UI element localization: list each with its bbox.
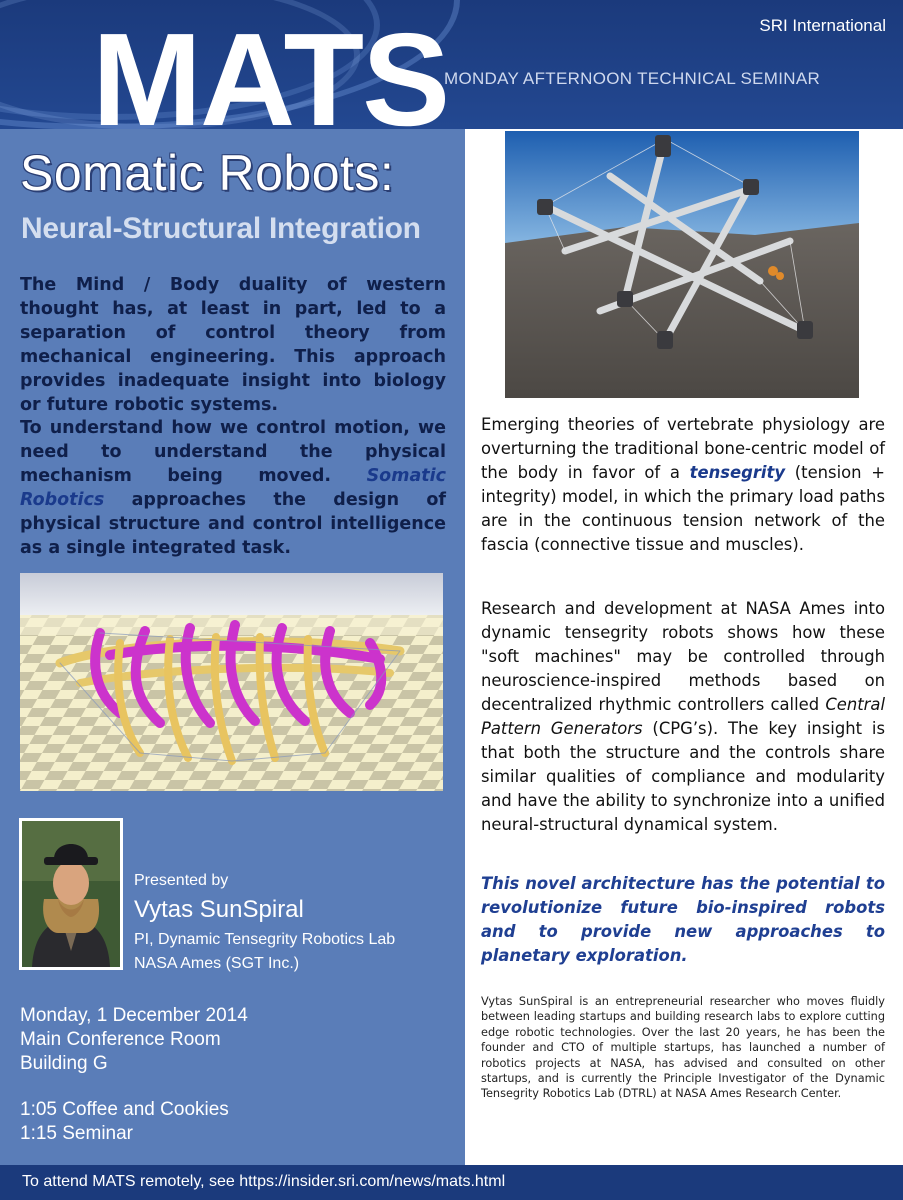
highlight-term: tensegrity [689, 463, 786, 482]
abstract-paragraph-1: The Mind / Body duality of western thought has, at least in part, led to a separation of control theory from mechanical engineering. This approach provides inadequate insight into biology or future robotic systems. [20, 275, 446, 415]
robot-graphic [505, 131, 859, 398]
speaker-org: NASA Ames (SGT Inc.) [134, 955, 300, 972]
text-run: approaches the design of physical structure and control intelligence as a single integrated task. [20, 490, 446, 558]
highlight-statement: This novel architecture has the potential to revolutionize future bio-inspired robots and to provide new approaches to planetary exploration. [481, 874, 885, 965]
highlight-term: Somatic Robotics [20, 466, 446, 510]
event-coffee-time: 1:05 Coffee and Cookies [20, 1099, 229, 1120]
event-date: Monday, 1 December 2014 [20, 1005, 248, 1026]
presented-by-label: Presented by [134, 872, 229, 889]
text-run: (tension + integrity) model, in which the primary load paths are in the continuous tension network of the fascia (connective tissue and muscles). [481, 463, 885, 554]
simulation-graphic [20, 573, 443, 791]
speaker-photo [22, 821, 120, 967]
event-room: Main Conference Room [20, 1029, 221, 1050]
speaker-bio: Vytas SunSpiral is an entrepreneurial researcher who moves fluidly between leading startups and building research labs to explore cutting edge robotic technologies. Over the last 20 years, he has been the founder and CTO of multiple startups, has launched a number of robotics projects at NASA, has advised and consulted on other startups, and is currently the Principle Investigator of the Dynamic Tensegrity Robotics Lab (DTRL) at NASA Ames Research Center. [481, 995, 885, 1101]
emphasis-term: Central Pattern Generators [481, 695, 885, 738]
speaker-name: Vytas SunSpiral [134, 896, 304, 923]
series-logo: MATS [92, 6, 449, 129]
text-run: Research and development at NASA Ames into dynamic tensegrity robots shows how these "soft machines" may be controlled through neuroscience-inspired methods based on decentralized rhythmic controllers called [481, 599, 885, 714]
text-run: Emerging theories of vertebrate physiology are overturning the traditional bone-centric model of the body in favor of a [481, 415, 885, 482]
remote-attendance-note: To attend MATS remotely, see https://insider.sri.com/news/mats.html [22, 1173, 506, 1190]
speaker-photo-frame [19, 818, 123, 970]
footer-bar [0, 1165, 903, 1200]
tensegrity-robot-photo [505, 131, 859, 398]
text-run: To understand how we control motion, we need to understand the physical mechanism being moved. [20, 418, 446, 486]
header-banner [0, 0, 903, 129]
text-run: (CPG’s). The key insight is that both the structure and the controls share similar qualities of compliance and modularity and have the ability to synchronize into a unified neural-structural dynamical system. [481, 719, 885, 834]
abstract-paragraph-2 [20, 416, 446, 560]
event-building: Building G [20, 1053, 108, 1074]
talk-title: Somatic Robots: [20, 145, 395, 201]
series-name: MONDAY AFTERNOON TECHNICAL SEMINAR [444, 69, 821, 88]
tensegrity-simulation-image [20, 573, 443, 791]
speaker-role: PI, Dynamic Tensegrity Robotics Lab [134, 931, 396, 948]
portrait-graphic [22, 821, 120, 967]
talk-subtitle: Neural-Structural Integration [21, 212, 421, 245]
org-name: SRI International [759, 16, 886, 35]
event-seminar-time: 1:15 Seminar [20, 1123, 134, 1144]
body-paragraph-1 [481, 413, 885, 557]
body-paragraph-2 [481, 597, 885, 837]
